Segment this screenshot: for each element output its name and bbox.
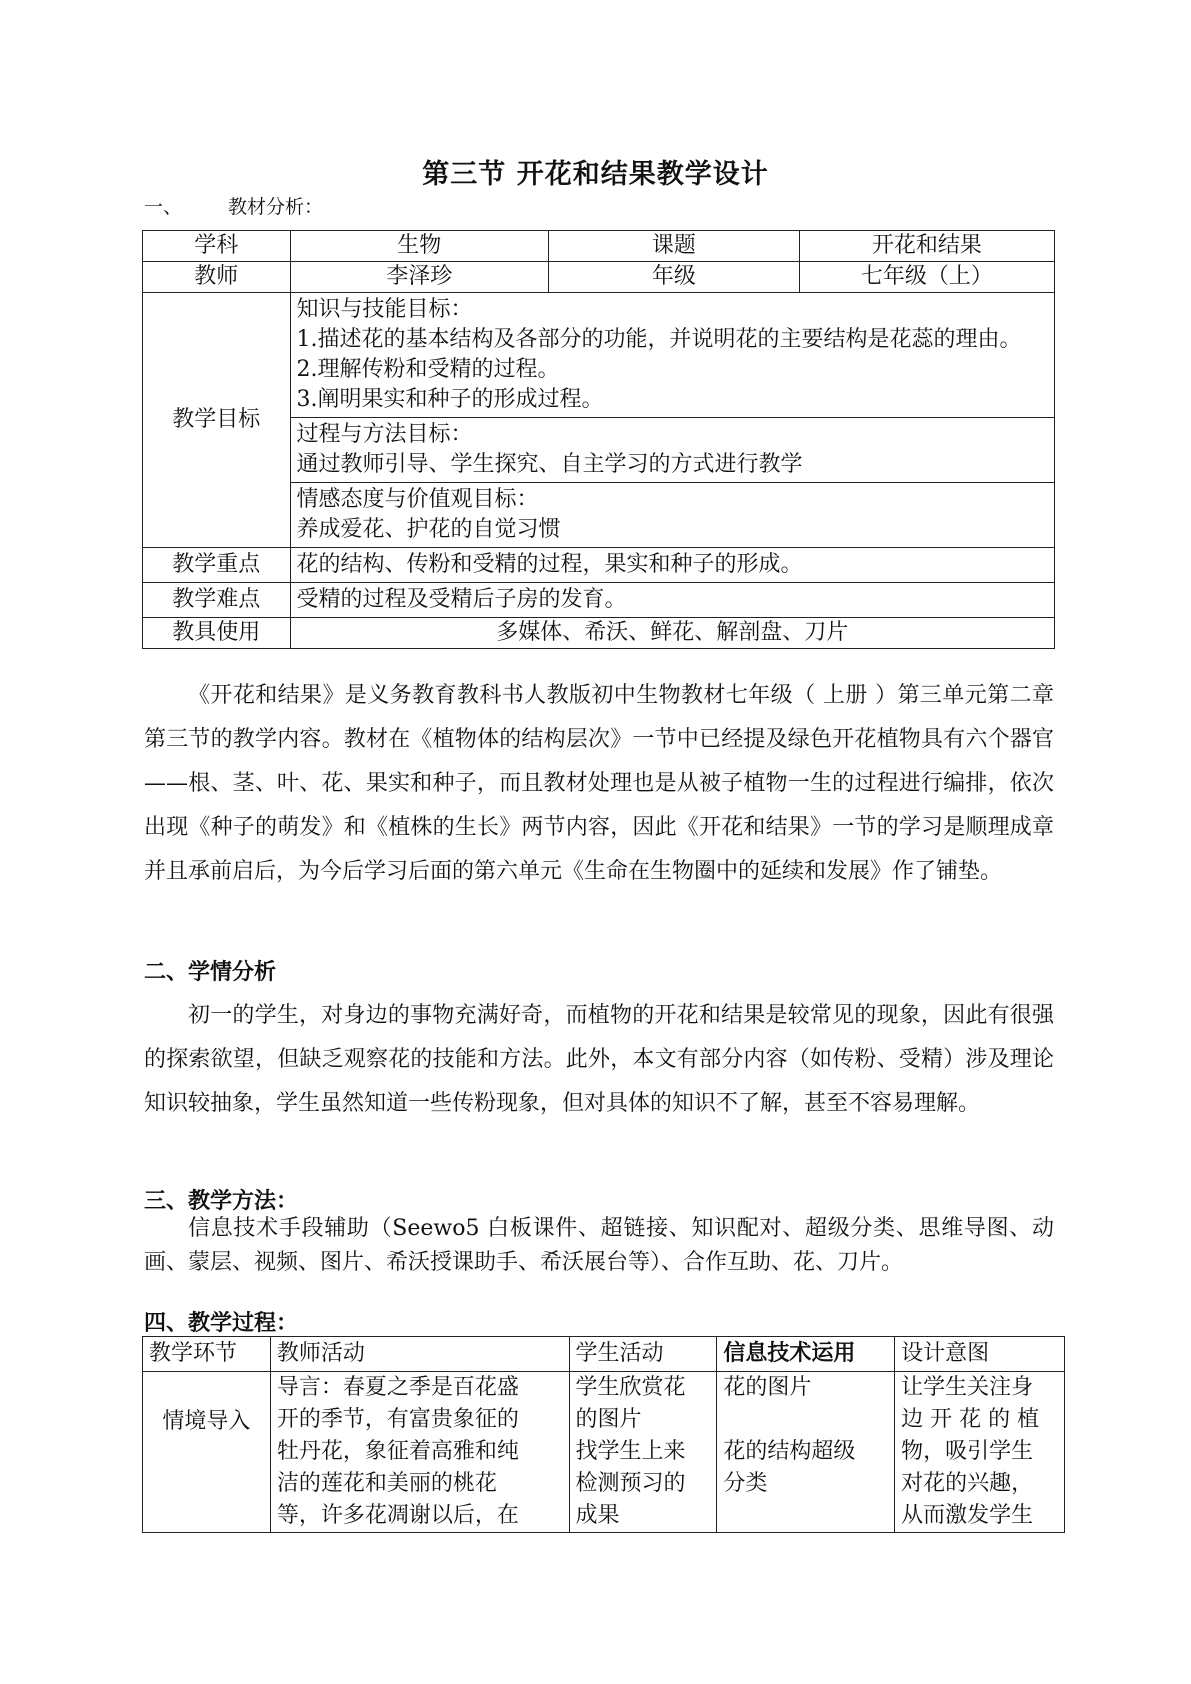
teaching-process-table (142, 1336, 1065, 1533)
text-line: 开的季节，有富贵象征的 (276, 1407, 519, 1432)
grade-label: 年级 (548, 262, 799, 293)
section-2-heading: 二、学情分析 (144, 960, 277, 985)
text-line: 花的图片 (723, 1375, 812, 1400)
tools-value: 多媒体、希沃、鲜花、解剖盘、刀片 (290, 618, 1055, 649)
topic-value: 开花和结果 (799, 231, 1054, 262)
text-line: 对花的兴趣， (901, 1471, 1034, 1496)
section-2-text: 初一的学生，对身边的事物充满好奇，而植物的开花和结果是较常见的现象，因此有很强的探索欲望，但缺乏观察花的技能和方法。此外，本文有部分内容（如传粉、受精）涉及理论知识较抽象，学生虽然知道一些传粉现象，但对具体的知识不了解，甚至不容易理解。 (144, 1003, 1054, 1116)
teacher-label: 教师 (143, 262, 291, 293)
text-line: 边 开 花 的 植 (901, 1407, 1040, 1432)
page-title: 第三节 开花和结果教学设计 (422, 159, 769, 190)
text-line: 牡丹花，象征着高雅和纯 (276, 1439, 519, 1464)
section-3-text: 信息技术手段辅助（Seewo5 白板课件、超链接、知识配对、超级分类、思维导图、动画、蒙层、视频、图片、希沃授课助手、希沃展台等）、合作互助、花、刀片。 (144, 1216, 1054, 1275)
difficulty-label: 教学难点 (143, 583, 291, 618)
grade-value: 七年级（上） (799, 262, 1054, 293)
goal-knowledge-item: 1.描述花的基本结构及各部分的功能，并说明花的主要结构是花蕊的理由。 (296, 327, 1022, 352)
text-line: 找学生上来 (575, 1439, 686, 1464)
goal-process-cell (290, 418, 1055, 483)
text-line: 让学生关注身 (901, 1375, 1034, 1400)
header-stage: 教学环节 (143, 1337, 271, 1372)
section-4-heading: 四、教学过程： (144, 1311, 299, 1336)
text-line: 导言：春夏之季是百花盛 (276, 1375, 519, 1400)
stage-cell: 情境导入 (143, 1372, 271, 1533)
key-label: 教学重点 (143, 548, 291, 583)
difficulty-value: 受精的过程及受精后子房的发育。 (290, 583, 1055, 618)
goals-label: 教学目标 (143, 293, 291, 548)
header-teacher-activity: 教师活动 (270, 1337, 569, 1372)
goal-knowledge-heading: 知识与技能目标： (296, 297, 473, 322)
text-line: 分类 (723, 1471, 768, 1496)
topic-label: 课题 (548, 231, 799, 262)
text-line: 洁的莲花和美丽的桃花 (276, 1471, 497, 1496)
text-line: 学生欣赏花 (575, 1375, 686, 1400)
goal-emotion-cell (290, 483, 1055, 548)
text-line: 从而激发学生 (901, 1503, 1034, 1528)
subject-value: 生物 (290, 231, 548, 262)
design-intent-cell (895, 1372, 1065, 1533)
text-line: 花的结构超级 (723, 1439, 856, 1464)
goal-knowledge-cell (290, 293, 1055, 418)
header-design-intent: 设计意图 (895, 1337, 1065, 1372)
tech-use-cell (717, 1372, 895, 1533)
tools-label: 教具使用 (143, 618, 291, 649)
text-line: 等，许多花凋谢以后，在 (276, 1503, 519, 1528)
header-student-activity: 学生活动 (569, 1337, 717, 1372)
teacher-activity-cell (270, 1372, 569, 1533)
text-line: 检测预习的 (575, 1471, 686, 1496)
goal-emotion-item: 养成爱花、护花的自觉习惯 (296, 517, 561, 542)
text-line: 成果 (575, 1503, 620, 1528)
text-line (723, 1404, 888, 1436)
material-paragraph: 《开花和结果》是义务教育教科书人教版初中生物教材七年级（ 上册 ）第三单元第二章第三节的教学内容。教材在《植物体的结构层次》一节中已经提及绿色开花植物具有六个器官——根、茎、叶、花、果实和种子，而且教材处理也是从被子植物一生的过程进行编排，依次出现《种子的萌发》和《植株的生长》两节内容，因此《开花和结果》一节的学习是顺理成章并且承前启后，为今后学习后面的第六单元《生命在生物圈中的延续和发展》作了铺垫。 (144, 683, 1054, 884)
section-1-heading (144, 192, 323, 219)
text-line: 物，吸引学生 (901, 1439, 1034, 1464)
goal-knowledge-item: 3.阐明果实和种子的形成过程。 (296, 387, 604, 412)
teacher-value: 李泽珍 (290, 262, 548, 293)
subject-label: 学科 (143, 231, 291, 262)
section-1-label: 教材分析： (228, 196, 324, 218)
key-value: 花的结构、传粉和受精的过程，果实和种子的形成。 (290, 548, 1055, 583)
section-1-number: 一、 (144, 196, 183, 218)
goal-process-heading: 过程与方法目标： (296, 422, 473, 447)
goal-emotion-heading: 情感态度与价值观目标： (296, 487, 539, 512)
course-info-table (142, 230, 1055, 649)
text-line: 的图片 (575, 1407, 642, 1432)
student-activity-cell (569, 1372, 717, 1533)
goal-process-item: 通过教师引导、学生探究、自主学习的方式进行教学 (296, 452, 803, 477)
header-tech-use: 信息技术运用 (717, 1337, 895, 1372)
goal-knowledge-item: 2.理解传粉和受精的过程。 (296, 357, 560, 382)
section-3-heading: 三、教学方法： (144, 1189, 299, 1214)
